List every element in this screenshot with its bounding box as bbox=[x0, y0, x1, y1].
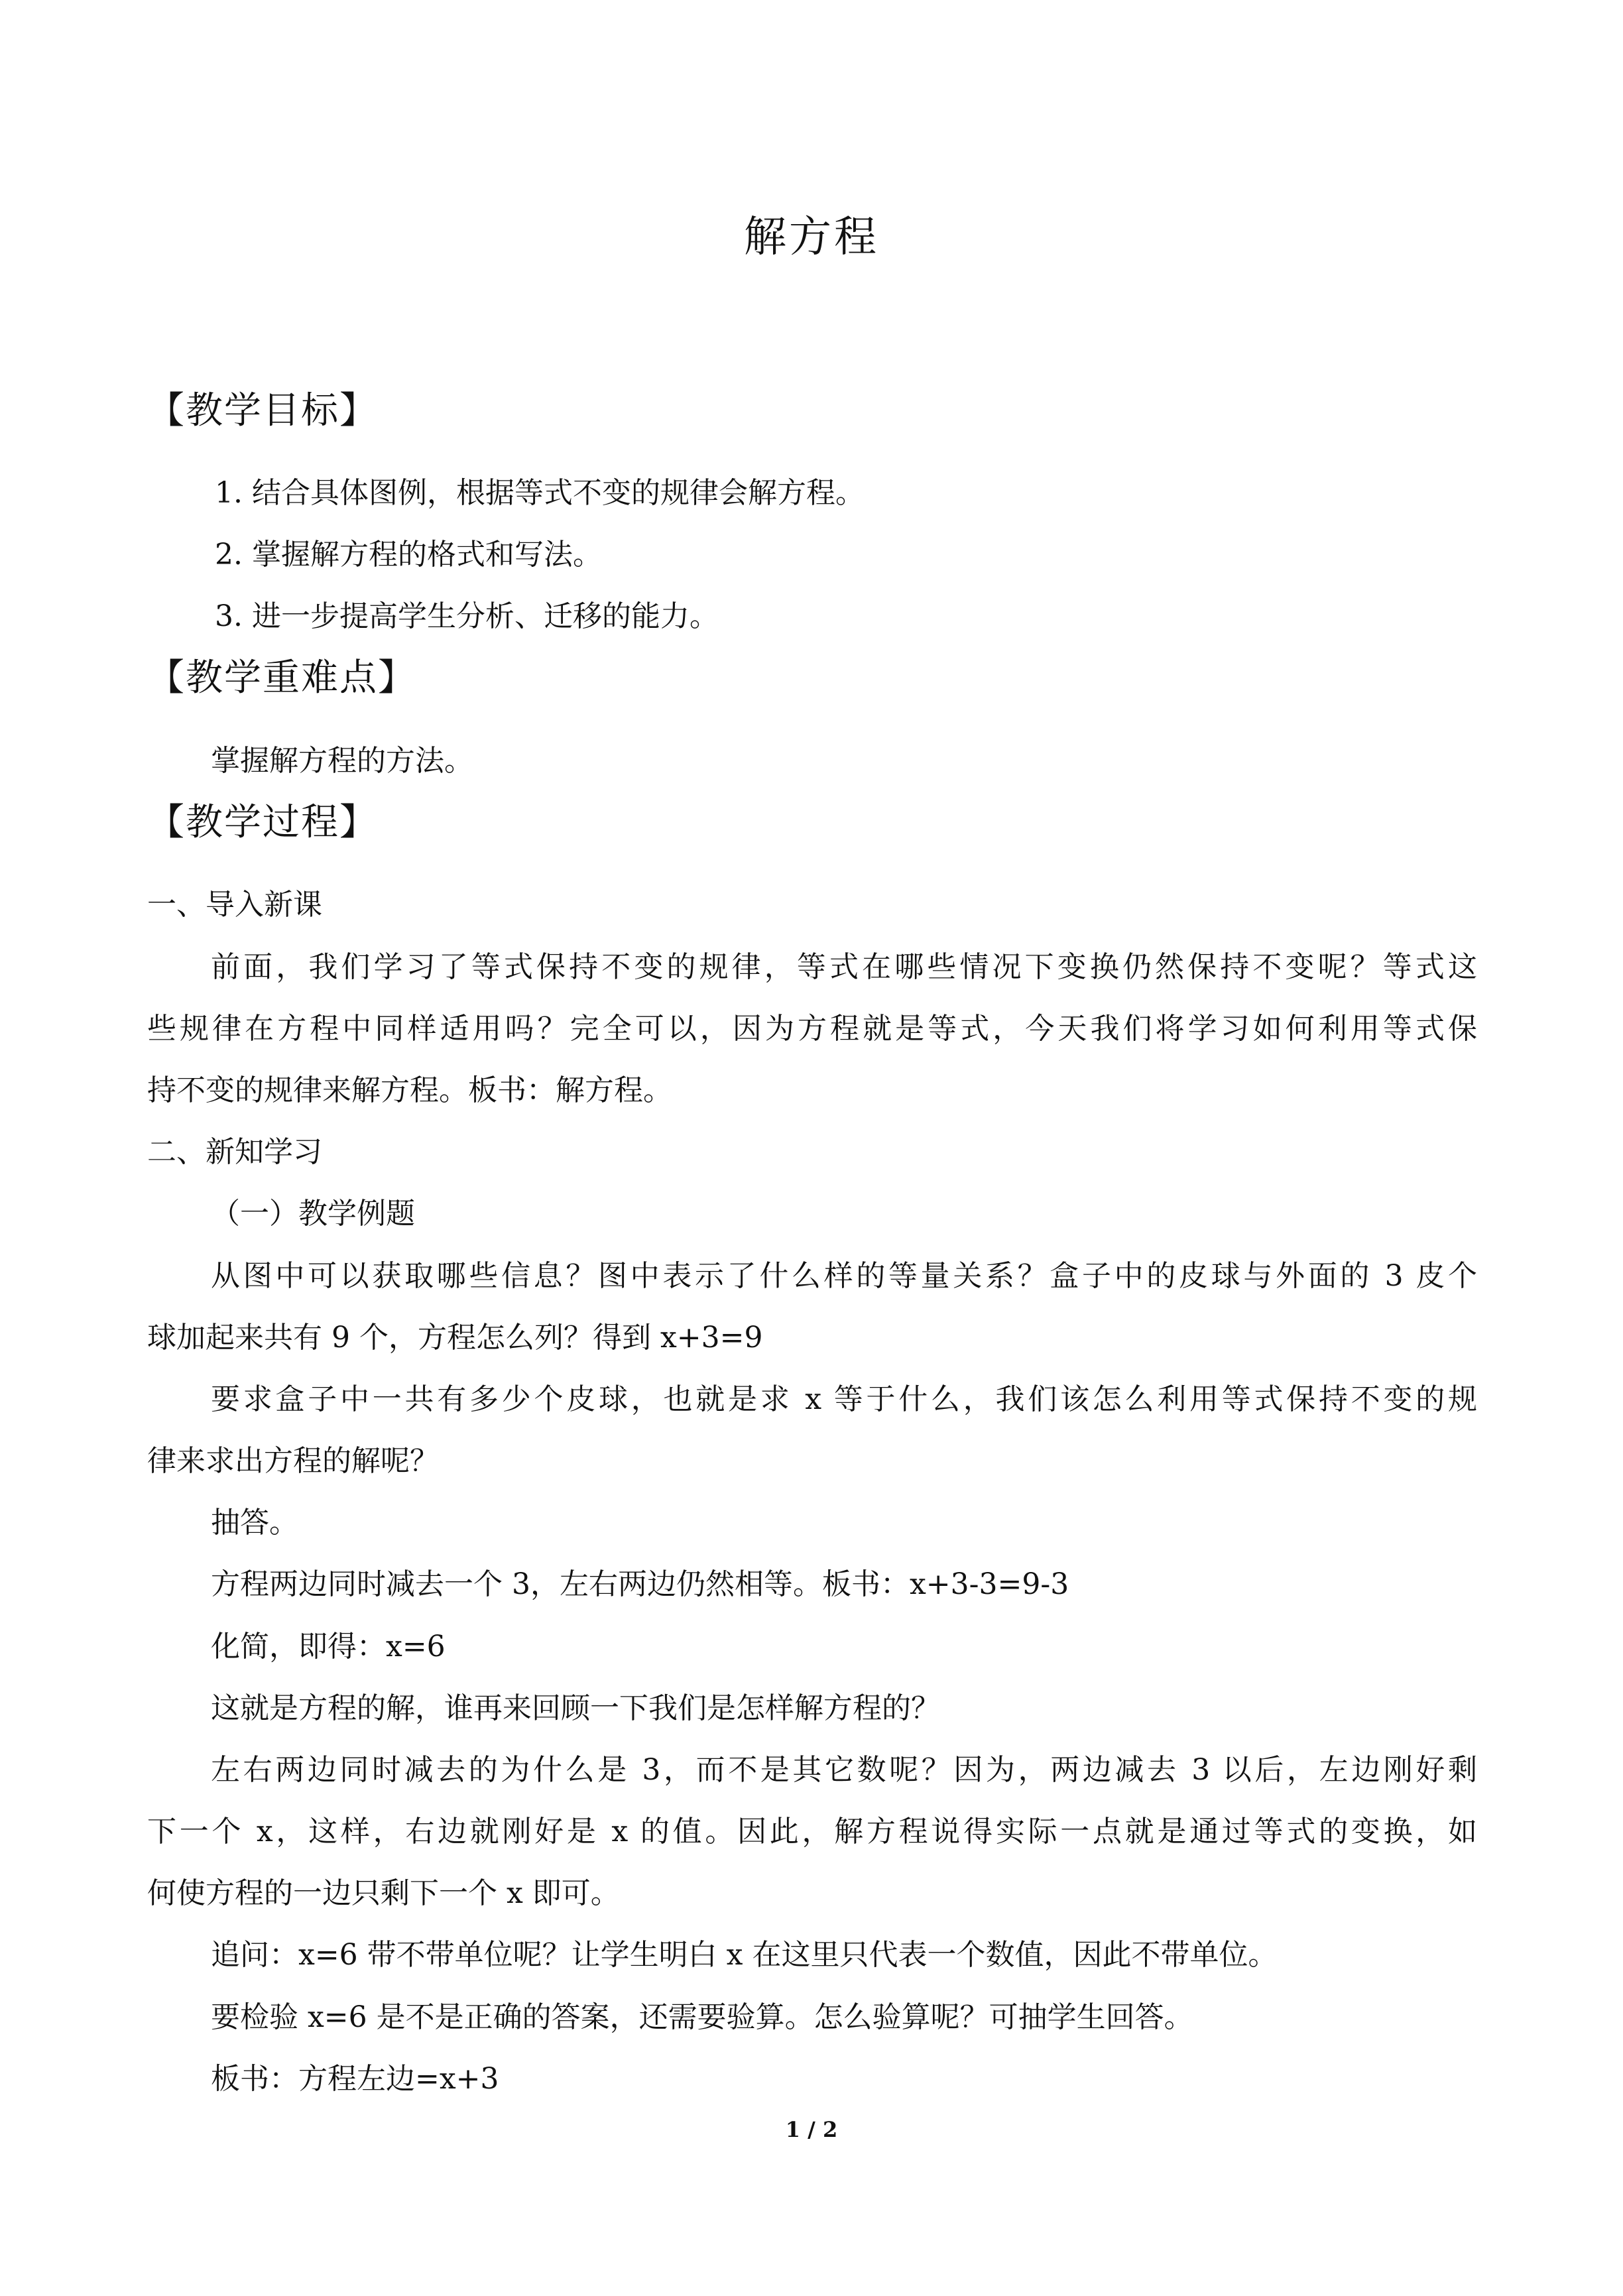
document-title: 解方程 bbox=[744, 213, 879, 262]
p3-text: 抽答。 bbox=[211, 1506, 298, 1540]
p2-line-2: 律来求出方程的解呢？ bbox=[147, 1444, 439, 1478]
part1-line-3: 持不变的规律来解方程。板书：解方程。 bbox=[147, 1073, 672, 1107]
part1-heading: 一、导入新课 bbox=[147, 888, 322, 922]
p10-text: 板书：方程左边=x+3 bbox=[211, 2062, 499, 2096]
p9-text: 要检验 x=6 是不是正确的答案，还需要验算。怎么验算呢？可抽学生回答。 bbox=[211, 2000, 1193, 2034]
p6-text: 这就是方程的解，谁再来回顾一下我们是怎样解方程的？ bbox=[211, 1691, 940, 1725]
part1-line-2: 些规律在方程中同样适用吗？完全可以，因为方程就是等式，今天我们将学习如何利用等式保 bbox=[147, 1012, 1477, 1046]
p7-line-2: 下一个 x，这样，右边就刚好是 x 的值。因此，解方程说得实际一点就是通过等式的变换，如 bbox=[147, 1815, 1477, 1848]
page-number: 1 / 2 bbox=[785, 2117, 838, 2142]
p8-text: 追问：x=6 带不带单位呢？让学生明白 x 在这里只代表一个数值，因此不带单位。 bbox=[211, 1938, 1278, 1972]
heading-process: 【教学过程】 bbox=[147, 801, 378, 844]
p1-line-1: 从图中可以获取哪些信息？图中表示了什么样的等量关系？盒子中的皮球与外面的 3 皮个 bbox=[211, 1259, 1477, 1293]
part1-line-1: 前面，我们学习了等式保持不变的规律，等式在哪些情况下变换仍然保持不变呢？等式这 bbox=[211, 950, 1477, 984]
part2-heading: 二、新知学习 bbox=[147, 1135, 322, 1169]
objective-item-2: 2. 掌握解方程的格式和写法。 bbox=[215, 538, 602, 572]
key-point-text: 掌握解方程的方法。 bbox=[211, 744, 473, 778]
heading-objectives: 【教学目标】 bbox=[147, 389, 378, 432]
p7-line-1: 左右两边同时减去的为什么是 3，而不是其它数呢？因为，两边减去 3 以后，左边刚好剩 bbox=[211, 1753, 1477, 1787]
objective-item-3: 3. 进一步提高学生分析、迁移的能力。 bbox=[215, 599, 719, 633]
p4-text: 方程两边同时减去一个 3，左右两边仍然相等。板书：x+3-3=9-3 bbox=[211, 1567, 1069, 1601]
p5-text: 化简，即得：x=6 bbox=[211, 1630, 446, 1663]
objective-item-1: 1. 结合具体图例，根据等式不变的规律会解方程。 bbox=[215, 476, 865, 510]
example-subheading: （一）教学例题 bbox=[211, 1197, 415, 1231]
p2-line-1: 要求盒子中一共有多少个皮球，也就是求 x 等于什么，我们该怎么利用等式保持不变的规 bbox=[211, 1382, 1477, 1416]
heading-key-points: 【教学重难点】 bbox=[147, 656, 416, 699]
p1-line-2: 球加起来共有 9 个，方程怎么列？得到 x+3=9 bbox=[147, 1321, 763, 1355]
p7-line-3: 何使方程的一边只剩下一个 x 即可。 bbox=[147, 1876, 620, 1910]
